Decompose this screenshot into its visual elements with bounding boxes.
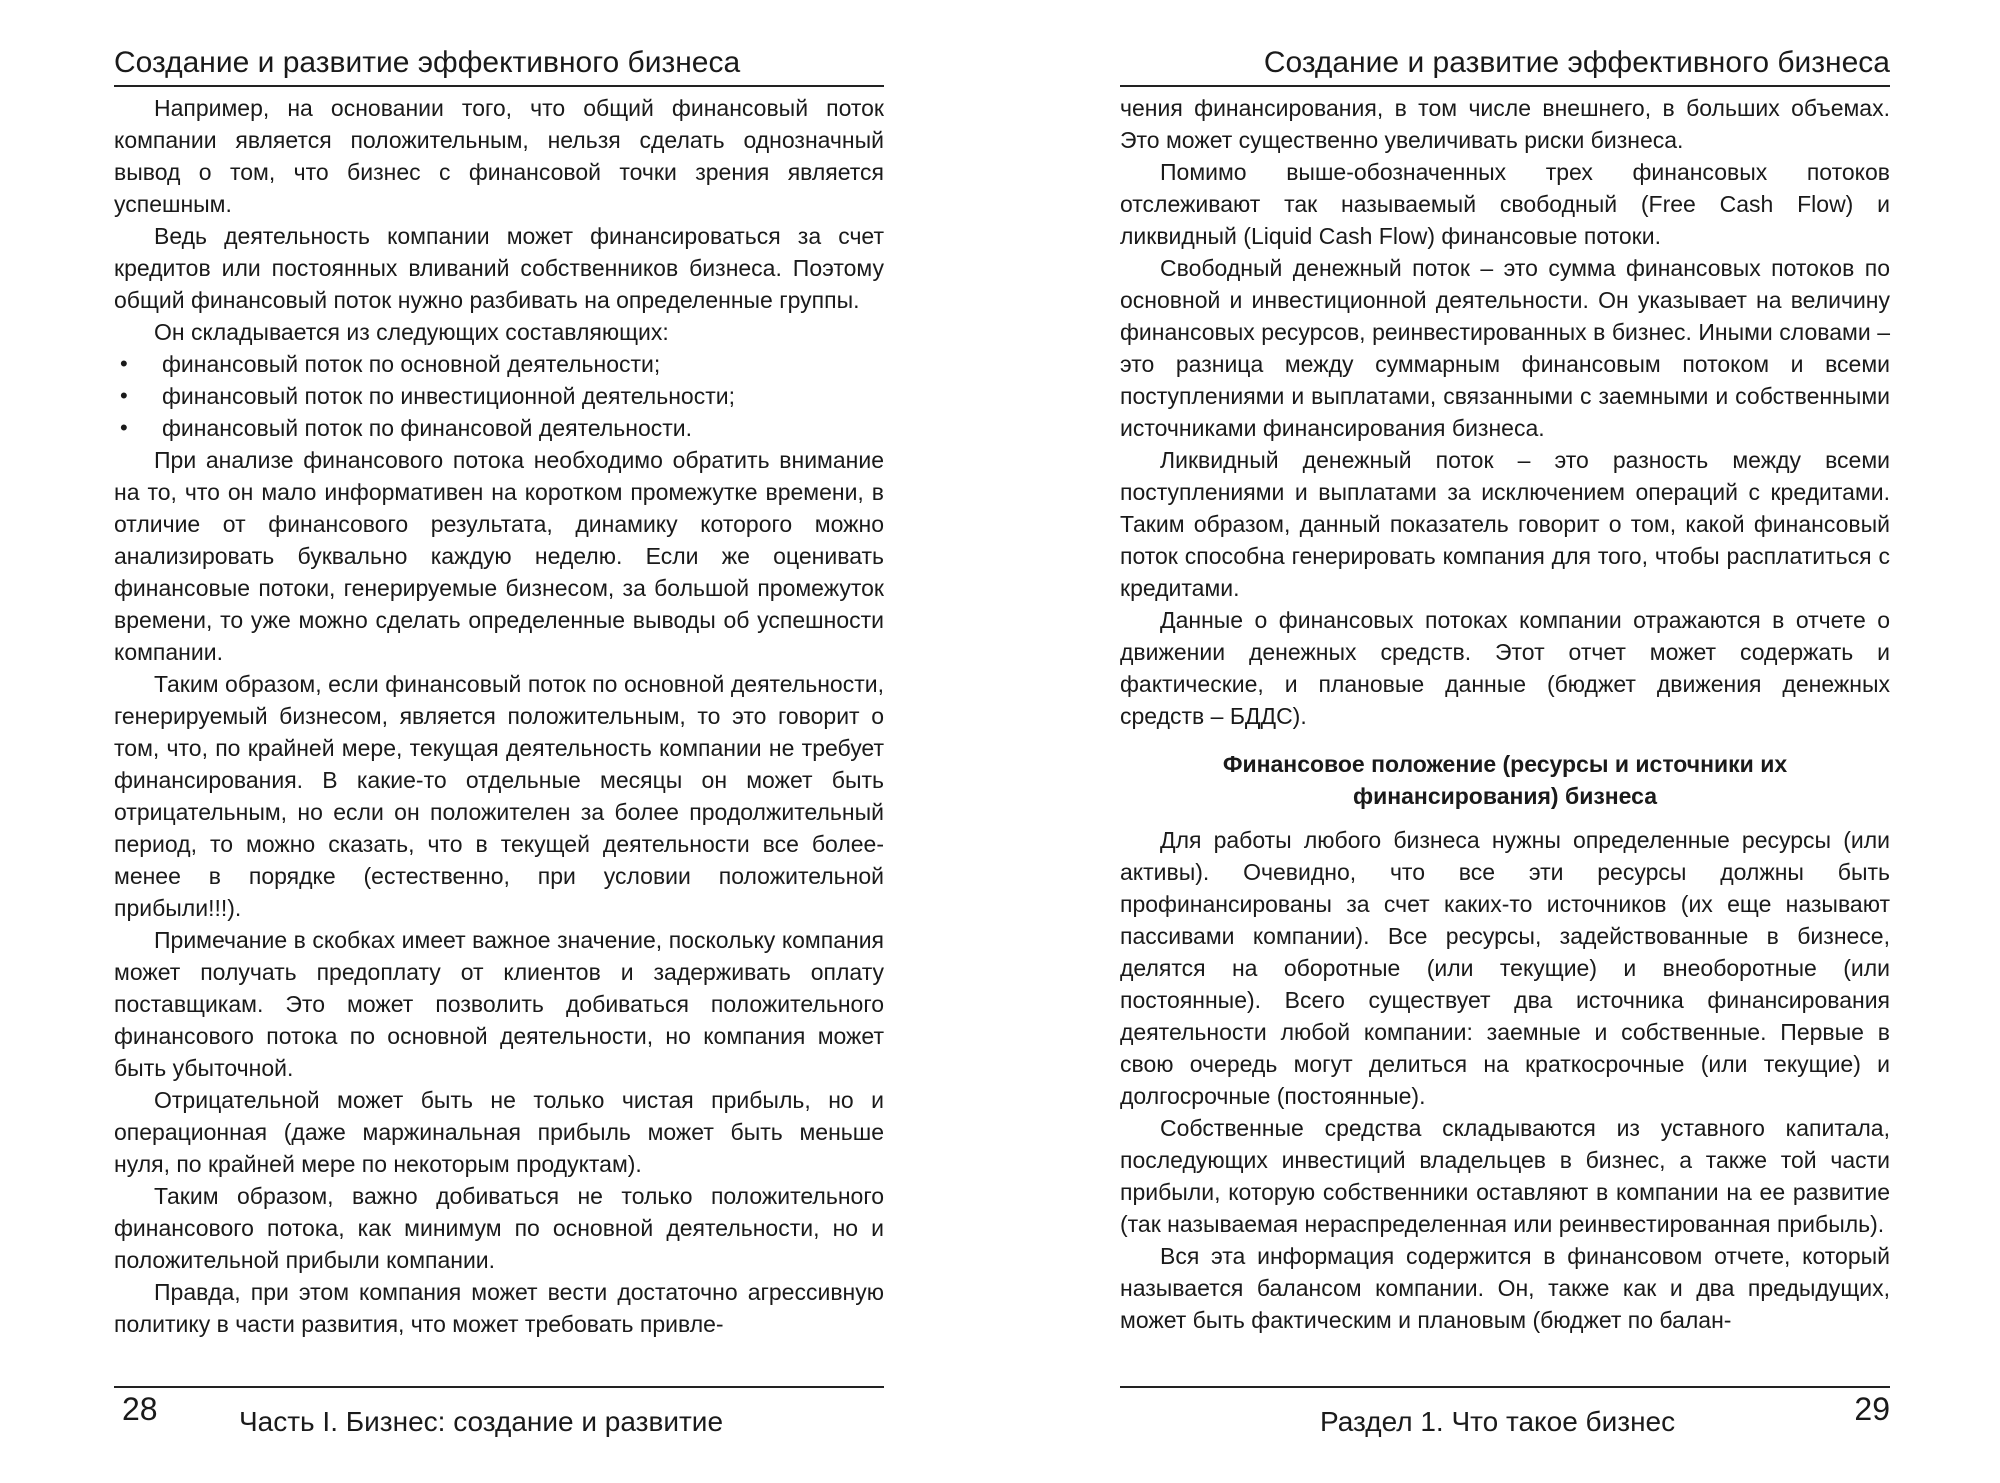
- paragraph: При анализе финансового потока необходимо обратить внимание на то, что он мало информативен на коротком промежутке времени, в отличие от финансового результата, динамику которого можно анализировать буквально каждую неделю. Если же оценивать финансовые потоки, генерируемые бизнесом, за большой промежуток времени, то уже можно сделать определенные выводы об успешности компании.: [114, 447, 884, 665]
- paragraph: Для работы любого бизнеса нужны определенные ресурсы (или активы). Очевидно, что все эти ресурсы должны быть профинансированы за счет каких-то источников (их еще называют пассивами компании). Все ресурсы, задействованные в бизнесе, делятся на оборотные (или текущие) и внеоборотные (или постоянные). Всего существует два источника финансирования деятельности любой компании: заемные и собственные. Первые в свою очередь могут делиться на краткосрочные (или текущие) и долгосрочные (постоянные).: [1120, 827, 1890, 1109]
- bullet-icon: •: [120, 415, 128, 440]
- right-page: [1120, 0, 1890, 1483]
- paragraph: Примечание в скобках имеет важное значение, поскольку компания может получать предоплату от клиентов и задерживать оплату поставщикам. Это может позволить добиваться положительного финансового потока по основной деятельности, но компания может быть убыточной.: [114, 927, 884, 1081]
- page-body: [114, 92, 884, 1340]
- paragraph: Таким образом, если финансовый поток по основной деятельности, генерируемый бизнесом, является положительным, то это говорит о том, что, по крайней мере, текущая деятельность компании не требует финансирования. В какие-то отдельные месяцы он может быть отрицательным, но если он положителен за более продолжительный период, то можно сказать, что в текущей деятельности все более-менее в порядке (естественно, при условии положительной прибыли!!!).: [114, 671, 884, 921]
- paragraph: Отрицательной может быть не только чистая прибыль, но и операционная (даже маржинальная прибыль может быть меньше нуля, по крайней мере по некоторым продуктам).: [114, 1087, 884, 1177]
- paragraph: Правда, при этом компания может вести достаточно агрессивную политику в части развития, что может требовать привле-: [114, 1279, 884, 1337]
- footer-rule: [1120, 1386, 1890, 1388]
- bullet-icon: •: [120, 351, 128, 376]
- paragraph: Свободный денежный поток – это сумма финансовых потоков по основной и инвестиционной деятельности. Он указывает на величину финансовых ресурсов, реинвестированных в бизнес. Иными словами – это разница между суммарным финансовым потоком и всеми поступлениями и выплатами, связанными с заемными и собственными источниками финансирования бизнеса.: [1120, 255, 1890, 441]
- running-foot: Раздел 1. Что такое бизнес: [1320, 1406, 1676, 1437]
- section-heading: Финансовое положение (ресурсы и источники их финансирования) бизнеса: [1222, 751, 1788, 809]
- bullet-icon: •: [120, 383, 128, 408]
- paragraph: Он складывается из следующих составляющих:: [154, 319, 669, 345]
- footer-rule: [114, 1386, 884, 1388]
- page-body: [1120, 92, 1890, 1336]
- paragraph: Ликвидный денежный поток – это разность между всеми поступлениями и выплатами за исключением операций с кредитами. Таким образом, данный показатель говорит о том, какой финансовый поток способна генерировать компания для того, чтобы расплатиться с кредитами.: [1120, 447, 1890, 601]
- list-item: • финансовый поток по инвестиционной деятельности;: [114, 380, 884, 412]
- paragraph: Помимо выше-обозначенных трех финансовых потоков отслеживают так называемый свободный (Free Cash Flow) и ликвидный (Liquid Cash Flow) финансовые потоки.: [1120, 159, 1890, 249]
- page-number: 28: [122, 1391, 158, 1427]
- left-page: [114, 0, 884, 1483]
- paragraph: чения финансирования, в том числе внешнего, в больших объемах. Это может существенно увеличивать риски бизнеса.: [1120, 95, 1890, 153]
- paragraph: Ведь деятельность компании может финансироваться за счет кредитов или постоянных вливаний собственников бизнеса. Поэтому общий финансовый поток нужно разбивать на определенные группы.: [114, 223, 884, 313]
- list-item: • финансовый поток по основной деятельности;: [114, 348, 884, 380]
- paragraph: Вся эта информация содержится в финансовом отчете, который называется балансом компании. Он, также как и два предыдущих, может быть фактическим и плановым (бюджет по балан-: [1120, 1243, 1890, 1333]
- header-rule: [1120, 85, 1890, 87]
- list-item: • финансовый поток по финансовой деятельности.: [114, 412, 884, 444]
- paragraph: Собственные средства складываются из уставного капитала, последующих инвестиций владельцев в бизнес, а также той части прибыли, которую собственники оставляют в компании на ее развитие (так называемая нераспределенная или реинвестированная прибыль).: [1120, 1115, 1890, 1237]
- paragraph: Таким образом, важно добиваться не только положительного финансового потока, как минимум по основной деятельности, но и положительной прибыли компании.: [114, 1183, 884, 1273]
- header-rule: [114, 85, 884, 87]
- bullet-list: [114, 348, 884, 444]
- page-number: 29: [1854, 1391, 1890, 1427]
- paragraph: Например, на основании того, что общий финансовый поток компании является положительным, нельзя сделать однозначный вывод о том, что бизнес с финансовой точки зрения является успешным.: [114, 95, 884, 217]
- paragraph: Данные о финансовых потоках компании отражаются в отчете о движении денежных средств. Этот отчет может содержать и фактические, и плановые данные (бюджет движения денежных средств – БДДС).: [1120, 607, 1890, 729]
- running-foot: Часть I. Бизнес: создание и развитие: [239, 1406, 724, 1437]
- running-head: Создание и развитие эффективного бизнеса: [1263, 46, 1890, 79]
- running-head: Создание и развитие эффективного бизнеса: [114, 46, 741, 79]
